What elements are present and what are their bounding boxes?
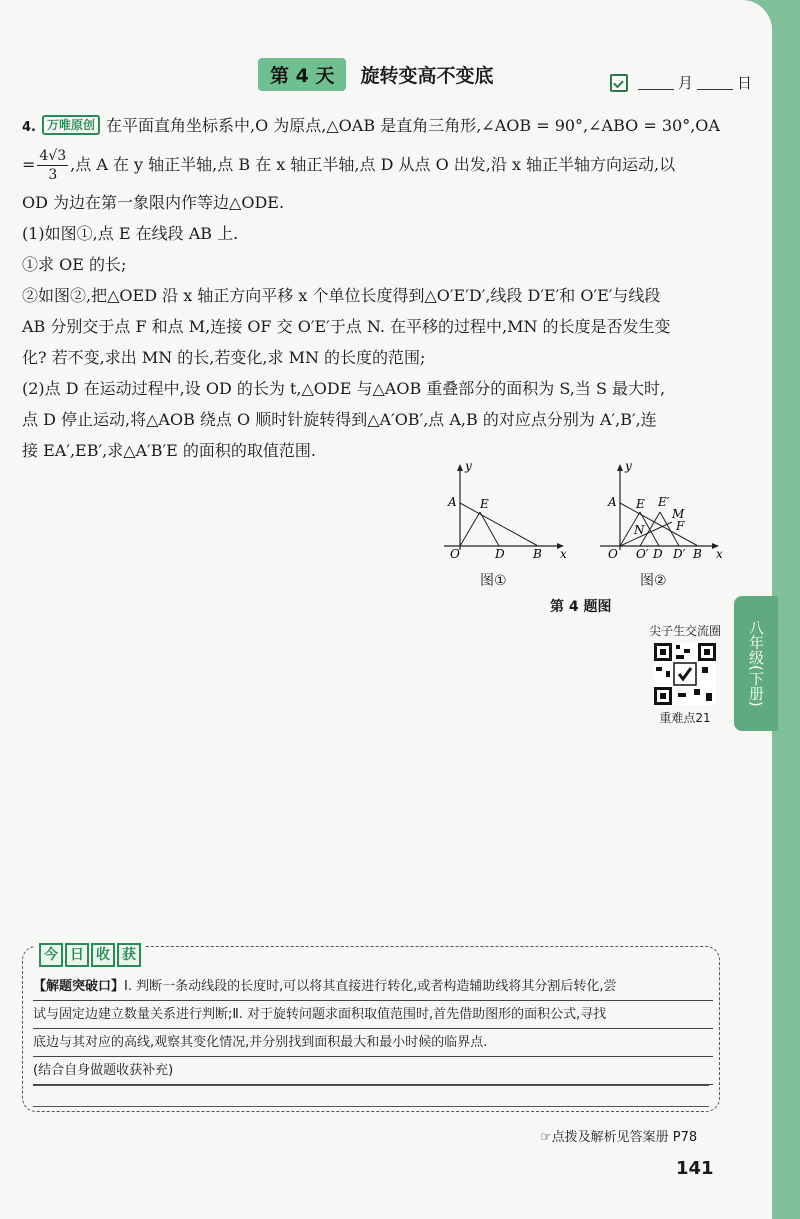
fig2-label-E: E: [636, 497, 645, 511]
grade-side-tab: 八年级(下册): [734, 596, 778, 731]
fig2-label-D: D: [653, 547, 663, 561]
fig1-segment-AB: [460, 503, 538, 546]
answer-reference: ☞点拨及解析见答案册 P78: [540, 1130, 698, 1145]
summary-line-3: 底边与其对应的高线,观察其变化情况,并分别找到面积最大和最小时候的临界点.: [33, 1029, 713, 1057]
fig2-label-y: y: [625, 459, 632, 473]
problem-4: [22, 110, 722, 466]
figures: [440, 458, 730, 618]
figure-2-caption: 图②: [640, 573, 667, 589]
fig1-label-E: E: [480, 497, 489, 511]
fig1-label-y: y: [465, 459, 472, 473]
figure-2: [600, 459, 723, 561]
summary-title-char: 收: [91, 943, 115, 967]
figure-1: [444, 459, 567, 561]
qr-bottom-label: 重难点21: [659, 711, 711, 725]
fig2-segment-AB: [620, 503, 698, 546]
fig2-segment-OF: [620, 522, 672, 546]
fig2-label-B: B: [693, 547, 702, 561]
figure-group-caption: 第 4 题图: [550, 599, 612, 615]
fig2-label-A: A: [608, 495, 617, 509]
qr-code-icon[interactable]: [654, 643, 716, 705]
fig2-label-O-prime: O′: [636, 547, 649, 561]
problem-line-11: 接 EA′,EB′,求△A′B′E 的面积的取值范围.: [22, 441, 316, 460]
blank-line[interactable]: [33, 1086, 709, 1107]
problem-text-1: 在平面直角坐标系中,O 为原点,△OAB 是直角三角形,∠AOB = 90°,∠ABO = 30°,OA: [106, 116, 720, 135]
fig1-label-O: O: [450, 547, 460, 561]
fig2-label-N: N: [634, 523, 645, 537]
problem-line-8: 化? 若不变,求出 MN 的长,若变化,求 MN 的长度的范围;: [22, 348, 426, 367]
summary-blank-lines[interactable]: [33, 1065, 709, 1107]
fig1-y-arrow-icon: [457, 464, 463, 471]
summary-title: [35, 943, 145, 967]
problem-line-4: (1)如图①,点 E 在线段 AB 上.: [22, 224, 239, 243]
fraction-denominator: 3: [48, 167, 58, 183]
summary-note: (结合自身做题收获补充): [33, 1057, 713, 1085]
calendar-check-icon: [610, 74, 628, 92]
qr-box: [640, 622, 730, 726]
problem-line-6: ②如图②,把△OED 沿 x 轴正方向平移 x 个单位长度得到△O′E′D′,线段 D′E′和 O′E′与线段: [22, 286, 661, 305]
fig1-label-x: x: [560, 547, 567, 561]
problem-line-9: (2)点 D 在运动过程中,设 OD 的长为 t,△ODE 与△AOB 重叠部分的面积为 S,当 S 最大时,: [22, 379, 666, 398]
problem-line-3: OD 为边在第一象限内作等边△ODE.: [22, 193, 285, 212]
problem-line-1: [22, 110, 722, 143]
problem-line-10: 点 D 停止运动,将△AOB 绕点 O 顺时针旋转得到△A′OB′,点 A,B 的对应点分别为 A′,B′,连: [22, 410, 657, 429]
problem-text-2: ,点 A 在 y 轴正半轴,点 B 在 x 轴正半轴,点 D 从点 O 出发,沿 x 轴正半轴方向运动,以: [70, 155, 676, 174]
fig1-label-A: A: [448, 495, 457, 509]
problem-line-2: [22, 143, 722, 187]
summary-title-char: 今: [39, 943, 63, 967]
day-blank[interactable]: [697, 75, 733, 90]
qr-top-label: 尖子生交流圈: [648, 624, 721, 638]
figure-1-caption: 图①: [480, 573, 507, 589]
summary-line-1: [33, 973, 713, 1001]
fig2-label-E-prime: E′: [658, 495, 670, 509]
month-blank[interactable]: [638, 75, 674, 90]
fig2-label-M: M: [672, 507, 685, 521]
problem-number: 4.: [22, 120, 36, 135]
problem-line-7: AB 分别交于点 F 和点 M,连接 OF 交 O′E′于点 N. 在平移的过程中,MN 的长度是否发生变: [22, 317, 671, 336]
summary-title-char: 获: [117, 943, 141, 967]
page-number: 141: [676, 1158, 714, 1179]
summary-text-1: Ⅰ. 判断一条动线段的长度时,可以将其直接进行转化,或者构造辅助线将其分割后转化,尝: [124, 979, 617, 994]
fig2-label-O: O: [608, 547, 618, 561]
day-label: 日: [737, 74, 753, 92]
summary-line-2: 试与固定边建立数量关系进行判断;Ⅱ. 对于旋转问题求面积取值范围时,首先借助图形的面积公式,寻找: [33, 1001, 713, 1029]
source-tag: 万唯原创: [42, 115, 100, 135]
fig1-label-D: D: [495, 547, 505, 561]
day-title: 旋转变高不变底: [360, 64, 494, 87]
summary-head: 【解题突破口】: [33, 979, 125, 994]
fraction-numerator: 4√3: [39, 148, 67, 164]
fig2-label-x: x: [716, 547, 723, 561]
summary-box: [22, 946, 720, 1112]
day-badge: 第 4 天: [258, 58, 346, 91]
blank-line[interactable]: [33, 1065, 709, 1086]
month-label: 月: [678, 74, 694, 92]
fig2-label-D-prime: D′: [673, 547, 686, 561]
fig2-y-arrow-icon: [617, 464, 623, 471]
fig1-segment-ED: [480, 512, 499, 546]
fig1-label-B: B: [533, 547, 542, 561]
fig2-label-F: F: [676, 519, 685, 533]
date-area: [610, 72, 752, 93]
summary-title-char: 日: [65, 943, 89, 967]
fig1-segment-OE: [460, 512, 480, 546]
equals-sign: =: [22, 155, 36, 174]
problem-line-5: ①求 OE 的长;: [22, 255, 127, 274]
day-header: [258, 58, 493, 90]
fraction: [37, 147, 68, 184]
